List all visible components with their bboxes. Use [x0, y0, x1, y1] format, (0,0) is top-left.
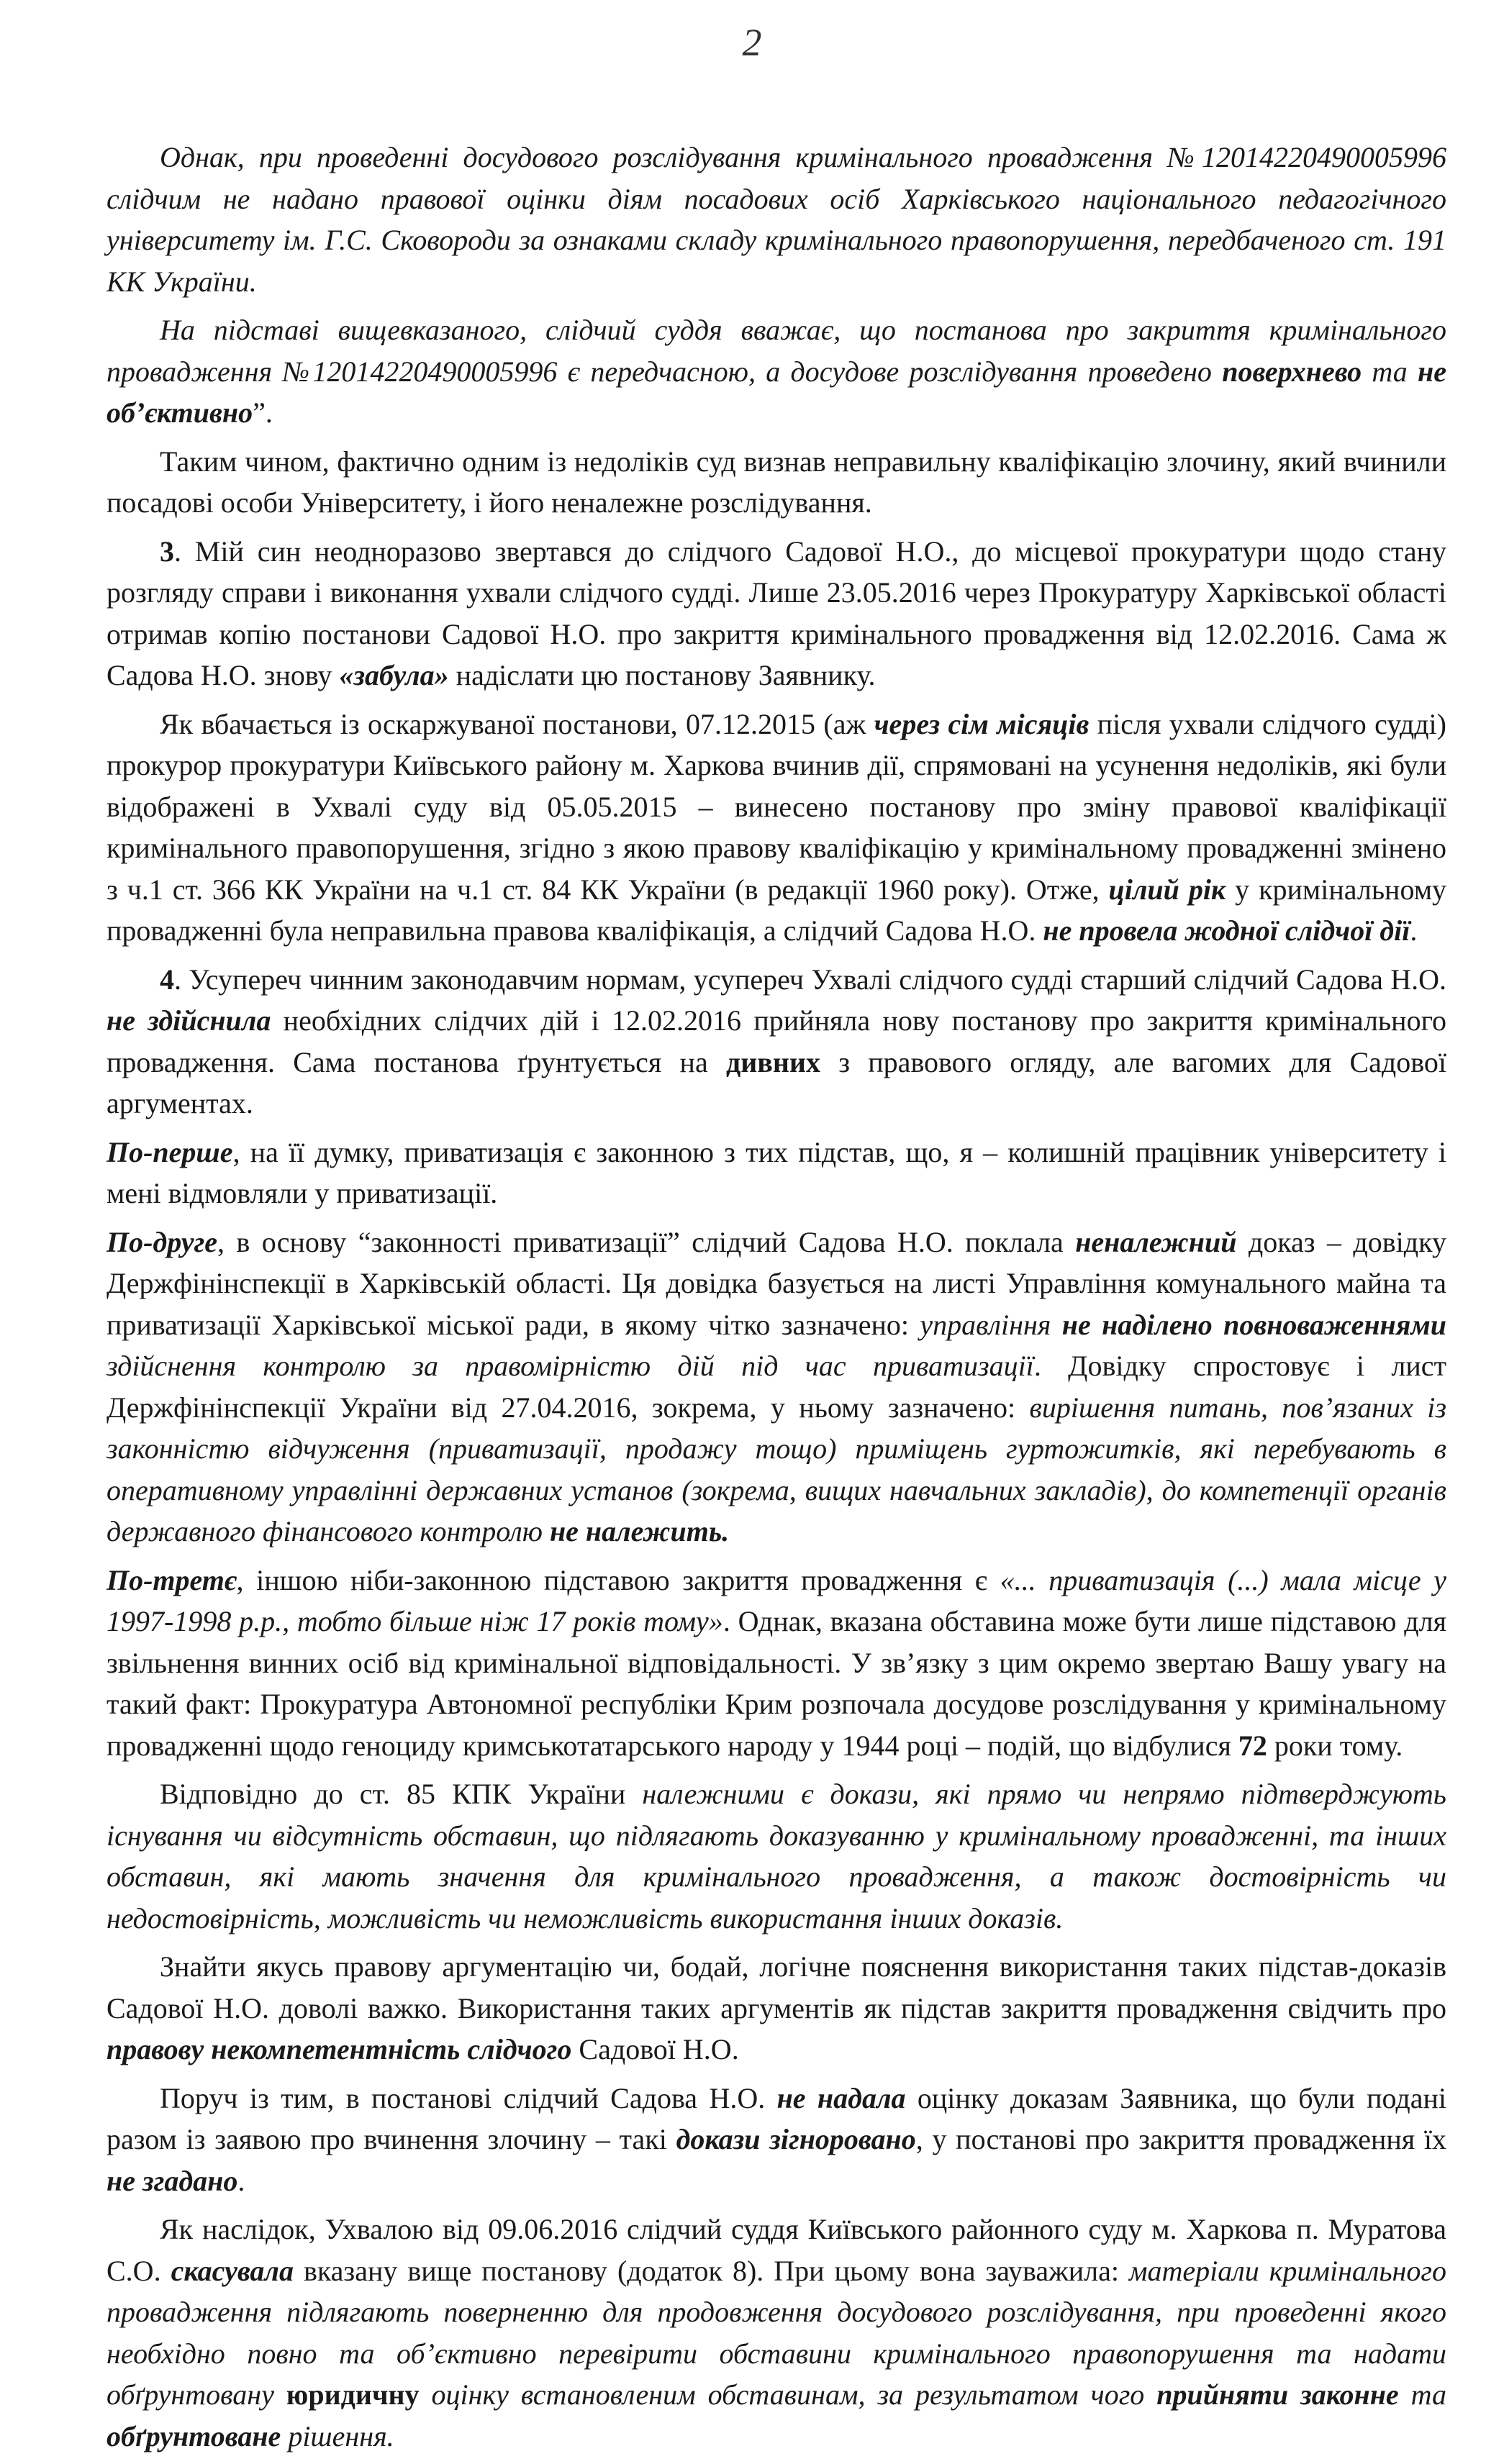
text-run: . [237, 2164, 245, 2197]
italic-text-run: вирішення питань, пов’язаних із законністю відчуження (приватизації, продажу тощо) приміщень гуртожитків, які перебувають в оперативному управлінні державних установ (зокрема, вищих навчальних закладів), до компетенції органів державного фінансового контролю [107, 1391, 1447, 1547]
text-run: Таким чином, фактично одним із недоліків суд визнав неправильну кваліфікацію злочину, який вчинили посадові особи Університету, і його неналежне розслідування. [107, 445, 1446, 519]
page-number: 2 [742, 21, 762, 64]
emphasis-text-run: юридичну [286, 2378, 420, 2411]
paragraph [107, 2209, 1446, 2457]
paragraph [107, 309, 1446, 434]
emphasis-text-run: не надала [776, 2081, 906, 2114]
text-run: оцінку доказам Заявника, що були подані разом із заявою про вчинення злочину – такі [107, 2081, 1446, 2155]
paragraph [107, 1946, 1446, 2070]
text-run: , іншою ніби-законною підставою закриття провадження є [236, 1563, 1000, 1596]
text-run: , в основу “законності приватизації” слідчий Садова Н.О. поклала [217, 1225, 1076, 1258]
paragraph [107, 441, 1446, 524]
text-run: у кримінальному провадженні була неправильна правова кваліфікація, а слідчий Садова Н.О. [107, 873, 1447, 947]
italic-text-run: здійснення контролю за правомірністю дій під час приватизації [107, 1350, 1034, 1382]
text-run: необхідних слідчих дій і 12.02.2016 прийняла нову постанову про закриття кримінального провадження. Сама постанова ґрунтується на [107, 1004, 1446, 1078]
text-run: Садової Н.О. [571, 2033, 739, 2065]
paragraph [107, 1132, 1446, 1214]
emphasis-text-run: дивних [725, 1045, 820, 1078]
text-run: . Однак, вказана обставина може бути лише підставою для звільнення винних осіб від кримінальної відповідальності. У зв’язку з цим окремо звертаю Вашу увагу на такий факт: Прокуратура Автономної республіки Крим розпочала досудове розслідування у кримінальному провадженні щодо геноциду кримськотатарського народу у 1944 році – подій, що відбулися [107, 1605, 1447, 1762]
emphasis-text-run: не провела жодної слідчої дії [1043, 914, 1410, 947]
emphasis-text-run: неналежний [1075, 1225, 1237, 1258]
text-run: Знайти якусь правову аргументацію чи, бодай, логічне пояснення використання таких підстав-доказів Садової Н.О. доволі важко. Використання таких аргументів як підстав закриття провадження свідчить про [107, 1950, 1446, 2024]
paragraph [107, 1222, 1446, 1552]
emphasis-text-run: не об’єктивно [107, 355, 1446, 429]
emphasis-text-run: «забула» [339, 659, 449, 691]
emphasis-text-run: не згадано [107, 2164, 238, 2197]
italic-text-run: та [1362, 355, 1418, 388]
emphasis-text-run: 3 [160, 535, 174, 568]
emphasis-text-run: обґрунтоване [107, 2419, 281, 2452]
emphasis-text-run: скасувала [171, 2254, 294, 2287]
emphasis-text-run: прийняти законне [1156, 2378, 1399, 2411]
italic-text-run: належними є докази, які прямо чи непрямо підтверджують існування чи відсутність обставин, що підлягають доказуванню у кримінальному провадженні, та інших обставин, які мають значення для кримінального провадження, а також достовірність чи недостовірність, можливість чи неможливість використання інших доказів. [107, 1778, 1446, 1935]
document-body [107, 137, 1446, 2464]
text-run: , у постанові про закриття провадження їх [915, 2123, 1446, 2155]
text-run: роки тому. [1267, 1729, 1403, 1762]
emphasis-text-run: через сім місяців [874, 707, 1090, 740]
emphasis-text-run: цілий рік [1108, 873, 1226, 906]
paragraph [107, 531, 1446, 696]
emphasis-text-run: поверхнево [1222, 355, 1362, 388]
emphasis-text-run: По-друге [107, 1225, 218, 1258]
italic-text-run: оцінку встановленим обставинам, за результатом чого [419, 2378, 1157, 2411]
text-run: вказану вище постанову (додаток 8). При цьому вона зауважила: [293, 2254, 1129, 2287]
emphasis-text-run: не належить. [549, 1515, 730, 1547]
emphasis-text-run: не наділено повноваженнями [1061, 1308, 1447, 1341]
text-run: Відповідно до ст. 85 КПК України [160, 1778, 643, 1810]
emphasis-text-run: докази зігноровано [676, 2123, 916, 2155]
italic-text-run: рішення. [281, 2419, 394, 2452]
text-run: Як вбачається із оскаржуваної постанови, 07.12.2015 (аж [160, 707, 874, 740]
emphasis-text-run: 4 [160, 963, 174, 996]
text-run: . Усупереч чинним законодавчим нормам, усупереч Ухвалі слідчого судді старший слідчий Садова Н.О. [174, 963, 1446, 996]
text-run: . Мій син неодноразово звертався до слідчого Садової Н.О., до місцевої прокуратури щодо стану розгляду справи і виконання ухвали слідчого судді. Лише 23.05.2016 через Прокуратуру Харківської області отримав копію постанови Садової Н.О. про закриття кримінального провадження від 12.02.2016. Сама ж Садова Н.О. знову [107, 535, 1446, 691]
text-run: Поруч із тим, в постанові слідчий Садова Н.О. [160, 2081, 777, 2114]
text-run: ”. [253, 396, 273, 429]
text-run: доказ – довідку Держфінінспекції в Харківській області. Ця довідка базується на листі Управління комунального майна та приватизації Харківської міської ради, в якому чітко зазначено: [107, 1225, 1446, 1341]
italic-text-run: Однак, при проведенні досудового розслідування кримінального провадження №12014220490005996 слідчим не надано правової оцінки діям посадових осіб Харківського національного педагогічного університету ім. Г.С. Сковороди за ознаками складу кримінального правопорушення, передбаченого ст. 191 КК України. [107, 141, 1446, 298]
text-run: Як наслідок, Ухвалою від 09.06.2016 слідчий суддя Київського районного суду м. Харкова п. Муратова С.О. [107, 2213, 1446, 2287]
emphasis-text-run: 72 [1238, 1729, 1267, 1762]
text-run: , на її думку, приватизація є законною з тих підстав, що, я – колишній працівник університету і мені відмовляли у приватизації. [107, 1135, 1446, 1209]
italic-text-run: На підставі вищевказаного, слідчий суддя вважає, що постанова про закриття кримінального провадження №12014220490005996 є передчасною, а досудове розслідування проведено [107, 314, 1446, 388]
emphasis-text-run: не здійснила [107, 1004, 271, 1037]
text-run: після ухвали слідчого судді) прокурор прокуратури Київського району м. Харкова вчинив дії, спрямовані на усунення недоліків, які були відображені в Ухвалі суду від 05.05.2015 – винесено постанову про зміну правової кваліфікації кримінального правопорушення, згідно з якою правову кваліфікацію у кримінальному провадженні змінено з ч.1 ст. 366 КК України на ч.1 ст. 84 КК України (в редакції 1960 року). Отже, [107, 707, 1446, 906]
text-run: надіслати цю постанову Заявнику. [448, 659, 876, 691]
italic-text-run: управління [920, 1308, 1062, 1341]
paragraph [107, 1560, 1446, 1767]
paragraph [107, 1773, 1446, 1939]
paragraph [107, 2078, 1446, 2202]
emphasis-text-run: правову некомпетентність слідчого [107, 2033, 572, 2065]
emphasis-text-run: По-перше [107, 1135, 233, 1168]
text-run: . [1410, 914, 1418, 947]
text-run: . Довідку спростовує і лист Держфінінспекції України від 27.04.2016, зокрема, у ньому зазначено: [107, 1350, 1446, 1424]
italic-text-run: матеріали кримінального провадження підлягають поверненню для продовження досудового розслідування, при проведенні якого необхідно повно та об’єктивно перевірити обставини кримінального правопорушення та надати обґрунтовану [107, 2254, 1446, 2411]
text-run: з правового огляду, але вагомих для Садової аргументах. [107, 1045, 1446, 1119]
italic-text-run: та [1398, 2378, 1447, 2411]
paragraph [107, 137, 1446, 302]
paragraph [107, 959, 1446, 1124]
paragraph [107, 704, 1446, 952]
italic-text-run: «... приватизація (...) мала місце у 1997-1998 р.р., тобто більше ніж 17 років тому» [107, 1563, 1446, 1637]
emphasis-text-run: По-третє [107, 1563, 237, 1596]
